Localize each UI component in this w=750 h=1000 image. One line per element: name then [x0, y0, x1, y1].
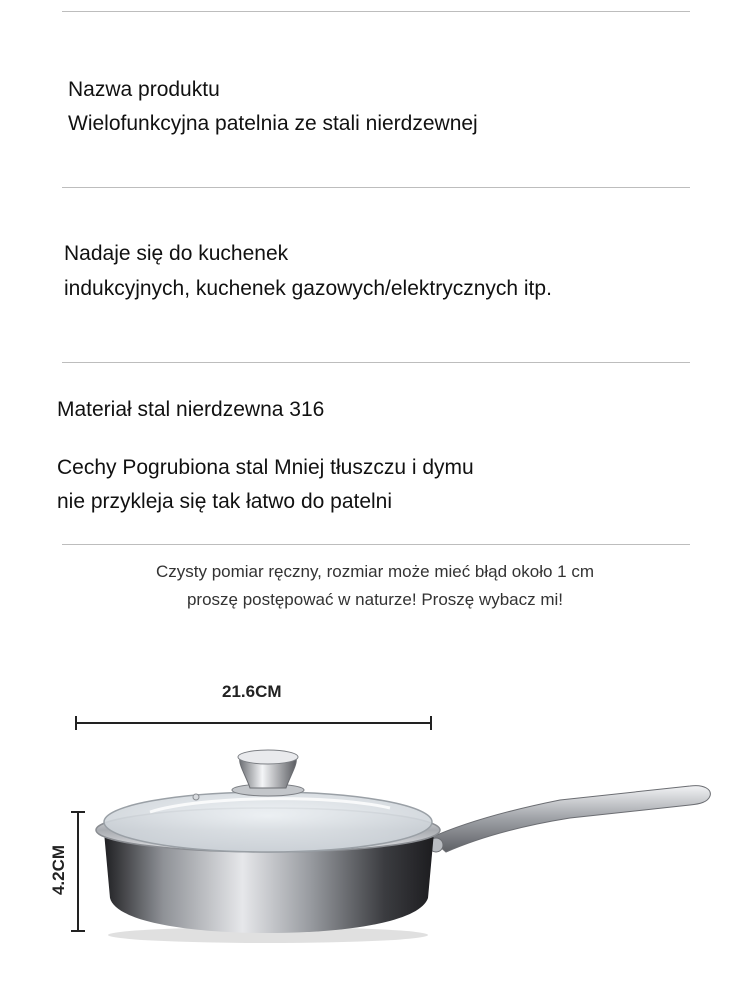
measurement-note-line-2: proszę postępować w naturze! Proszę wybacz mi! — [186, 590, 564, 609]
product-name-label: Nazwa produktu — [68, 78, 220, 101]
material-text: Materiał stal nierdzewna 316 — [57, 398, 325, 421]
glass-lid — [104, 792, 432, 852]
features-line-1: Cechy Pogrubiona stal Mniej tłuszczu i dymu — [57, 456, 474, 479]
pan-handle — [430, 786, 710, 852]
product-name-value: Wielofunkcyjna patelnia ze stali nierdzewnej — [68, 112, 478, 135]
suitable-line-1: Nadaje się do kuchenek — [64, 242, 289, 265]
measurement-note-line-1: Czysty pomiar ręczny, rozmiar może mieć błąd około 1 cm — [155, 562, 595, 581]
knob-top — [238, 750, 298, 764]
features-line-2: nie przykleja się tak łatwo do patelni — [57, 490, 393, 513]
width-dimension-label: 21.6CM — [222, 682, 282, 701]
lid-vent — [193, 794, 199, 800]
height-dimension-label: 4.2CM — [49, 844, 69, 896]
suitable-line-2: indukcyjnych, kuchenek gazowych/elektrycznych itp. — [64, 277, 552, 300]
